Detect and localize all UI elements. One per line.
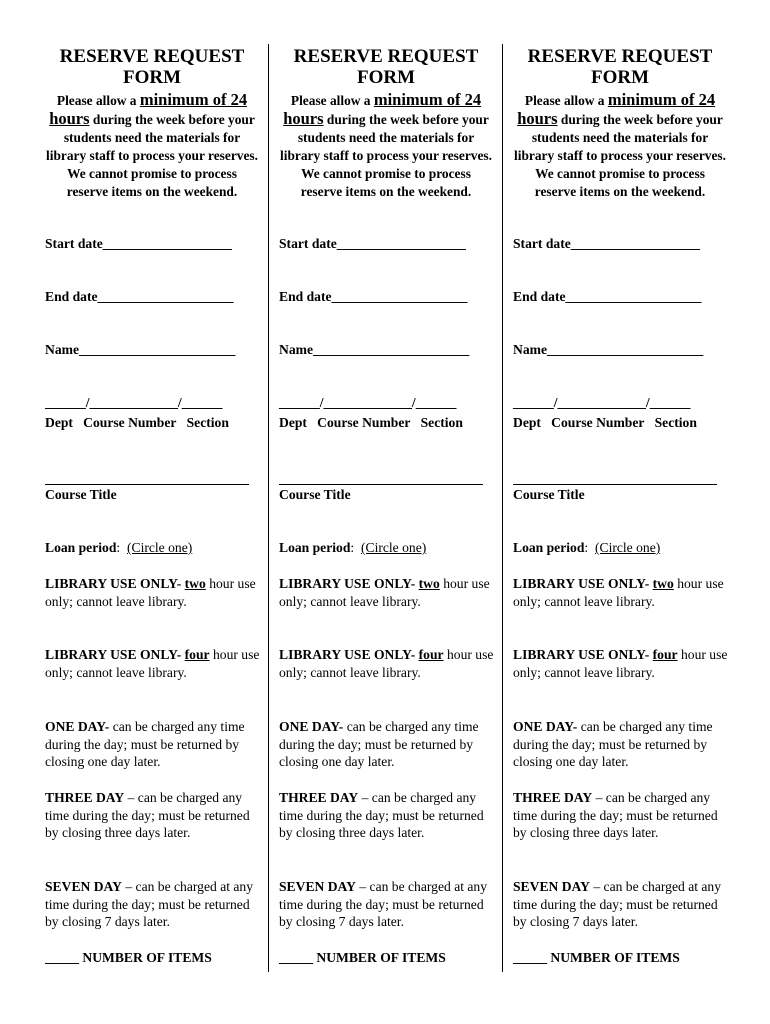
loan-option-library-four-hour[interactable]: LIBRARY USE ONLY- four hour use only; cannot leave library. bbox=[279, 647, 494, 680]
start-date-field[interactable] bbox=[279, 236, 499, 252]
form-instructions: Please allow a minimum of 24 hours during the week before your students need the materials for library staff to process your reserves. We cannot promise to process reserve items on the weekend. bbox=[514, 90, 726, 199]
course-number-label: Course Number bbox=[83, 415, 177, 430]
form-instructions: Please allow a minimum of 24 hours during the week before your students need the materials for library staff to process your reserves. We cannot promise to process reserve items on the weekend. bbox=[46, 90, 258, 199]
column-divider-2 bbox=[502, 44, 503, 972]
end-date-blank: ____________________ bbox=[331, 289, 468, 304]
start-date-label: Start date bbox=[279, 236, 337, 251]
form-title: RESERVE REQUEST FORM bbox=[293, 46, 479, 88]
loan-option-library-two-hour[interactable]: LIBRARY USE ONLY- two hour use only; cannot leave library. bbox=[45, 576, 256, 609]
loan-option-library-two-hour[interactable]: LIBRARY USE ONLY- two hour use only; cannot leave library. bbox=[279, 576, 490, 609]
course-code-labels bbox=[45, 415, 265, 431]
loan-option-library-four-hour[interactable]: LIBRARY USE ONLY- four hour use only; cannot leave library. bbox=[45, 647, 260, 680]
section-label: Section bbox=[186, 415, 229, 430]
loan-option-one-day[interactable]: ONE DAY- can be charged any time during the day; must be returned by closing one day later. bbox=[279, 719, 479, 770]
loan-option-library-two-hour[interactable]: LIBRARY USE ONLY- two hour use only; cannot leave library. bbox=[513, 576, 724, 609]
form-title: RESERVE REQUEST FORM bbox=[527, 46, 713, 88]
end-date-blank: ____________________ bbox=[565, 289, 702, 304]
number-of-items-label: NUMBER OF ITEMS bbox=[78, 950, 212, 965]
loan-period: Loan period: (Circle one) bbox=[279, 540, 427, 555]
form-title: RESERVE REQUEST FORM bbox=[59, 46, 245, 88]
circle-one-note: (Circle one) bbox=[126, 540, 193, 555]
number-of-items-blank: _____ bbox=[513, 950, 547, 965]
reserve-form-column-2 bbox=[279, 44, 493, 974]
course-number-label: Course Number bbox=[551, 415, 645, 430]
course-code-labels bbox=[513, 415, 733, 431]
start-date-blank: ___________________ bbox=[570, 236, 700, 251]
start-date-blank: ___________________ bbox=[336, 236, 466, 251]
start-date-label: Start date bbox=[45, 236, 103, 251]
name-label: Name bbox=[45, 342, 79, 357]
end-date-label: End date bbox=[279, 289, 332, 304]
loan-option-library-four-hour[interactable]: LIBRARY USE ONLY- four hour use only; cannot leave library. bbox=[513, 647, 728, 680]
course-code-blanks[interactable]: ______/_____________/______ bbox=[45, 395, 223, 410]
end-date-field[interactable] bbox=[279, 289, 499, 305]
start-date-label: Start date bbox=[513, 236, 571, 251]
circle-one-note: (Circle one) bbox=[360, 540, 427, 555]
name-label: Name bbox=[513, 342, 547, 357]
number-of-items-label: NUMBER OF ITEMS bbox=[546, 950, 680, 965]
loan-period: Loan period: (Circle one) bbox=[45, 540, 193, 555]
loan-option-one-day[interactable]: ONE DAY- can be charged any time during the day; must be returned by closing one day later. bbox=[513, 719, 713, 770]
section-label: Section bbox=[654, 415, 697, 430]
loan-option-seven-day[interactable]: SEVEN DAY – can be charged at any time during the day; must be returned by closing 7 days later. bbox=[45, 879, 254, 930]
end-date-label: End date bbox=[45, 289, 98, 304]
number-of-items-field[interactable] bbox=[45, 950, 212, 966]
course-title-line[interactable] bbox=[45, 484, 249, 485]
loan-option-three-day[interactable]: THREE DAY – can be charged any time during the day; must be returned by closing three days later. bbox=[513, 790, 718, 841]
name-field[interactable] bbox=[45, 342, 265, 358]
course-code-labels bbox=[279, 415, 499, 431]
dept-label: Dept bbox=[45, 415, 73, 430]
form-instructions: Please allow a minimum of 24 hours during the week before your students need the materials for library staff to process your reserves. We cannot promise to process reserve items on the weekend. bbox=[280, 90, 492, 199]
loan-period: Loan period: (Circle one) bbox=[513, 540, 661, 555]
reserve-form-column-3 bbox=[513, 44, 727, 974]
number-of-items-blank: _____ bbox=[279, 950, 313, 965]
number-of-items-label: NUMBER OF ITEMS bbox=[312, 950, 446, 965]
section-label: Section bbox=[420, 415, 463, 430]
name-field[interactable] bbox=[279, 342, 499, 358]
name-blank: _______________________ bbox=[312, 342, 470, 357]
course-number-label: Course Number bbox=[317, 415, 411, 430]
course-title-label: Course Title bbox=[513, 487, 585, 502]
end-date-field[interactable] bbox=[45, 289, 265, 305]
loan-option-seven-day[interactable]: SEVEN DAY – can be charged at any time during the day; must be returned by closing 7 days later. bbox=[513, 879, 722, 930]
number-of-items-field[interactable] bbox=[513, 950, 680, 966]
dept-label: Dept bbox=[279, 415, 307, 430]
end-date-field[interactable] bbox=[513, 289, 733, 305]
reserve-form-column-1 bbox=[45, 44, 259, 974]
loan-option-three-day[interactable]: THREE DAY – can be charged any time during the day; must be returned by closing three days later. bbox=[45, 790, 250, 841]
course-title-line[interactable] bbox=[513, 484, 717, 485]
course-title-label: Course Title bbox=[45, 487, 117, 502]
course-code-blanks[interactable]: ______/_____________/______ bbox=[279, 395, 457, 410]
loan-option-seven-day[interactable]: SEVEN DAY – can be charged at any time during the day; must be returned by closing 7 days later. bbox=[279, 879, 488, 930]
end-date-label: End date bbox=[513, 289, 566, 304]
name-blank: _______________________ bbox=[546, 342, 704, 357]
loan-option-three-day[interactable]: THREE DAY – can be charged any time during the day; must be returned by closing three days later. bbox=[279, 790, 484, 841]
start-date-blank: ___________________ bbox=[102, 236, 232, 251]
course-code-blanks[interactable]: ______/_____________/______ bbox=[513, 395, 691, 410]
column-divider-1 bbox=[268, 44, 269, 972]
loan-period-label: Loan period bbox=[279, 540, 351, 555]
start-date-field[interactable] bbox=[45, 236, 265, 252]
start-date-field[interactable] bbox=[513, 236, 733, 252]
name-blank: _______________________ bbox=[78, 342, 236, 357]
number-of-items-field[interactable] bbox=[279, 950, 446, 966]
course-title-line[interactable] bbox=[279, 484, 483, 485]
name-label: Name bbox=[279, 342, 313, 357]
course-title-label: Course Title bbox=[279, 487, 351, 502]
loan-period-label: Loan period bbox=[45, 540, 117, 555]
loan-period-label: Loan period bbox=[513, 540, 585, 555]
loan-option-one-day[interactable]: ONE DAY- can be charged any time during the day; must be returned by closing one day later. bbox=[45, 719, 245, 770]
end-date-blank: ____________________ bbox=[97, 289, 234, 304]
circle-one-note: (Circle one) bbox=[594, 540, 661, 555]
name-field[interactable] bbox=[513, 342, 733, 358]
number-of-items-blank: _____ bbox=[45, 950, 79, 965]
dept-label: Dept bbox=[513, 415, 541, 430]
